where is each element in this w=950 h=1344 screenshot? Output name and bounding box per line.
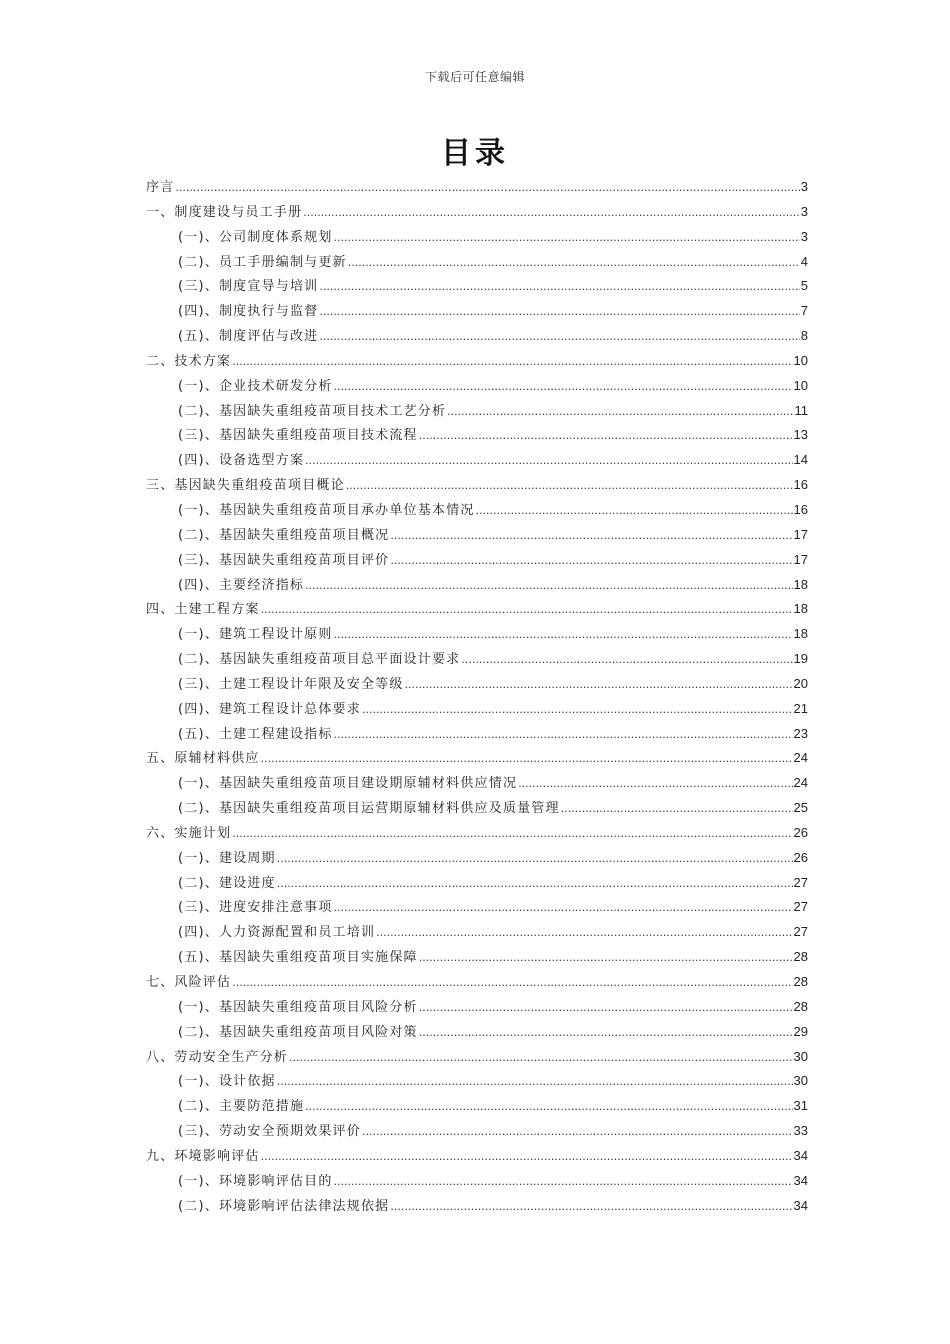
toc-entry[interactable] bbox=[146, 946, 808, 971]
toc-entry-page-number: 34 bbox=[793, 1172, 808, 1188]
toc-dot-leader bbox=[261, 752, 793, 765]
toc-entry-label: (四)、设备选型方案 bbox=[178, 453, 305, 469]
toc-entry-page-number: 3 bbox=[800, 203, 808, 219]
toc-entry[interactable] bbox=[146, 847, 808, 872]
toc-entry-page-number: 5 bbox=[800, 278, 808, 294]
toc-entry-page-number: 26 bbox=[793, 824, 808, 840]
toc-entry-page-number: 23 bbox=[793, 725, 808, 741]
toc-dot-leader bbox=[334, 231, 800, 244]
toc-dot-leader bbox=[319, 305, 799, 318]
toc-entry-label: (二)、基因缺失重组疫苗项目总平面设计要求 bbox=[178, 652, 461, 668]
toc-dot-leader bbox=[476, 504, 793, 517]
toc-dot-leader bbox=[305, 454, 792, 467]
toc-entry-page-number: 20 bbox=[793, 675, 808, 691]
toc-entry[interactable] bbox=[146, 1195, 808, 1220]
toc-dot-leader bbox=[305, 1100, 792, 1113]
toc-entry-label: (一)、建设周期 bbox=[178, 850, 276, 866]
toc-entry-page-number: 18 bbox=[793, 576, 808, 592]
toc-entry[interactable] bbox=[146, 549, 808, 574]
toc-entry[interactable] bbox=[146, 251, 808, 276]
toc-entry-label: 序言 bbox=[146, 180, 175, 195]
toc-entry-page-number: 27 bbox=[793, 899, 808, 915]
toc-entry[interactable] bbox=[146, 772, 808, 797]
toc-entry-label: (二)、建设进度 bbox=[178, 875, 276, 891]
toc-entry[interactable] bbox=[146, 723, 808, 748]
toc-dot-leader bbox=[334, 1175, 793, 1188]
toc-entry-label: (二)、员工手册编制与更新 bbox=[178, 254, 347, 270]
toc-entry-label: (一)、建筑工程设计原则 bbox=[178, 627, 333, 643]
toc-entry-page-number: 33 bbox=[793, 1123, 808, 1139]
toc-entry-page-number: 28 bbox=[793, 974, 808, 989]
toc-entry[interactable] bbox=[146, 176, 808, 201]
toc-entry-page-number: 28 bbox=[793, 998, 808, 1014]
toc-entry-label: (一)、公司制度体系规划 bbox=[178, 229, 333, 245]
toc-entry-page-number: 25 bbox=[793, 800, 808, 816]
toc-entry[interactable] bbox=[146, 375, 808, 400]
toc-entry-page-number: 8 bbox=[800, 328, 808, 344]
toc-entry[interactable] bbox=[146, 499, 808, 524]
toc-entry-label: (三)、制度宣导与培训 bbox=[178, 279, 319, 295]
toc-dot-leader bbox=[362, 703, 793, 716]
toc-entry-label: (四)、人力资源配置和员工培训 bbox=[178, 925, 376, 941]
toc-entry-label: 四、土建工程方案 bbox=[146, 602, 260, 618]
toc-entry[interactable] bbox=[146, 1145, 808, 1170]
toc-entry-label: (二)、环境影响评估法律法规依据 bbox=[178, 1198, 390, 1214]
toc-entry-page-number: 11 bbox=[794, 402, 808, 418]
toc-entry-label: (三)、劳动安全预期效果评价 bbox=[178, 1124, 361, 1140]
toc-entry-label: (五)、基因缺失重组疫苗项目实施保障 bbox=[178, 950, 418, 966]
toc-dot-leader bbox=[518, 777, 792, 790]
toc-entry-label: (四)、主要经济指标 bbox=[178, 577, 305, 593]
toc-dot-leader bbox=[390, 529, 792, 542]
toc-entry-label: (一)、基因缺失重组疫苗项目风险分析 bbox=[178, 999, 418, 1015]
toc-entry-page-number: 26 bbox=[793, 849, 808, 865]
toc-entry-page-number: 24 bbox=[793, 775, 808, 791]
toc-entry-page-number: 30 bbox=[793, 1073, 808, 1089]
toc-entry-page-number: 3 bbox=[800, 228, 808, 244]
toc-entry-page-number: 14 bbox=[793, 452, 808, 468]
toc-entry-label: 三、基因缺失重组疫苗项目概论 bbox=[146, 478, 345, 494]
toc-entry[interactable] bbox=[146, 896, 808, 921]
toc-entry[interactable] bbox=[146, 574, 808, 599]
toc-entry-page-number: 21 bbox=[793, 700, 808, 716]
toc-dot-leader bbox=[461, 653, 792, 666]
toc-entry-page-number: 17 bbox=[793, 551, 808, 567]
toc-dot-leader bbox=[419, 429, 793, 442]
toc-entry-page-number: 27 bbox=[793, 924, 808, 940]
toc-entry[interactable] bbox=[146, 698, 808, 723]
toc-dot-leader bbox=[232, 355, 792, 368]
toc-entry-label: (四)、建筑工程设计总体要求 bbox=[178, 701, 361, 717]
toc-entry-page-number: 30 bbox=[793, 1048, 808, 1064]
toc-entry[interactable] bbox=[146, 623, 808, 648]
toc-dot-leader bbox=[319, 330, 799, 343]
toc-entry-label: 五、原辅材料供应 bbox=[146, 751, 260, 767]
toc-dot-leader bbox=[447, 405, 793, 418]
toc-entry-page-number: 10 bbox=[793, 352, 808, 368]
toc-entry-page-number: 29 bbox=[793, 1023, 808, 1039]
toc-entry-label: 七、风险评估 bbox=[146, 975, 232, 990]
toc-entry[interactable] bbox=[146, 300, 808, 325]
toc-dot-leader bbox=[419, 951, 793, 964]
toc-entry-label: (二)、基因缺失重组疫苗项目技术工艺分析 bbox=[178, 403, 447, 419]
toc-entry-label: (五)、土建工程建设指标 bbox=[178, 726, 333, 742]
toc-entry[interactable] bbox=[146, 400, 808, 425]
toc-entry[interactable] bbox=[146, 921, 808, 946]
toc-entry[interactable] bbox=[146, 673, 808, 698]
toc-entry-label: (二)、主要防范措施 bbox=[178, 1099, 305, 1115]
toc-dot-leader bbox=[334, 628, 793, 641]
toc-entry-label: 八、劳动安全生产分析 bbox=[146, 1049, 289, 1065]
toc-entry[interactable] bbox=[146, 797, 808, 822]
toc-dot-leader bbox=[261, 603, 793, 616]
toc-dot-leader bbox=[175, 181, 799, 194]
toc-entry-label: (三)、基因缺失重组疫苗项目技术流程 bbox=[178, 428, 418, 444]
toc-dot-leader bbox=[277, 877, 793, 890]
toc-entry-label: (三)、土建工程设计年限及安全等级 bbox=[178, 676, 404, 692]
toc-dot-leader bbox=[390, 554, 792, 567]
toc-entry-page-number: 28 bbox=[793, 949, 808, 965]
toc-entry[interactable] bbox=[146, 996, 808, 1021]
toc-entry[interactable] bbox=[146, 226, 808, 251]
toc-entry[interactable] bbox=[146, 872, 808, 897]
toc-entry[interactable] bbox=[146, 1046, 808, 1071]
toc-dot-leader bbox=[334, 380, 793, 393]
toc-entry-page-number: 17 bbox=[793, 526, 808, 542]
toc-entry-label: 二、技术方案 bbox=[146, 353, 232, 369]
toc-dot-leader bbox=[261, 1150, 793, 1163]
toc-entry-page-number: 7 bbox=[800, 303, 808, 319]
toc-entry-label: (一)、设计依据 bbox=[178, 1074, 276, 1090]
toc-entry-label: (一)、环境影响评估目的 bbox=[178, 1173, 333, 1189]
toc-dot-leader bbox=[419, 1001, 793, 1014]
toc-entry-page-number: 18 bbox=[793, 626, 808, 642]
toc-dot-leader bbox=[561, 802, 793, 815]
table-of-contents bbox=[146, 176, 808, 1219]
toc-entry-label: (三)、进度安排注意事项 bbox=[178, 900, 333, 916]
toc-dot-leader bbox=[232, 827, 792, 840]
toc-dot-leader bbox=[362, 1125, 793, 1138]
toc-entry-label: (一)、基因缺失重组疫苗项目承办单位基本情况 bbox=[178, 502, 475, 518]
toc-dot-leader bbox=[334, 728, 793, 741]
toc-entry[interactable] bbox=[146, 524, 808, 549]
toc-entry-page-number: 4 bbox=[800, 253, 808, 269]
header-note: 下载后可任意编辑 bbox=[424, 70, 525, 84]
toc-entry[interactable] bbox=[146, 449, 808, 474]
toc-dot-leader bbox=[232, 976, 792, 989]
toc-dot-leader bbox=[405, 678, 793, 691]
toc-entry-label: (四)、制度执行与监督 bbox=[178, 304, 319, 320]
toc-dot-leader bbox=[390, 1200, 792, 1213]
toc-entry-label: 一、制度建设与员工手册 bbox=[146, 204, 303, 220]
page-title: 目录 bbox=[441, 136, 509, 171]
toc-entry[interactable] bbox=[146, 275, 808, 300]
toc-dot-leader bbox=[303, 206, 800, 219]
toc-entry[interactable] bbox=[146, 598, 808, 623]
toc-entry-label: 六、实施计划 bbox=[146, 825, 232, 841]
toc-entry-page-number: 34 bbox=[793, 1197, 808, 1213]
toc-dot-leader bbox=[348, 256, 800, 269]
toc-entry-label: (二)、基因缺失重组疫苗项目运营期原辅材料供应及质量管理 bbox=[178, 801, 560, 817]
toc-entry[interactable] bbox=[146, 350, 808, 375]
toc-entry-page-number: 18 bbox=[793, 601, 808, 617]
toc-entry[interactable] bbox=[146, 648, 808, 673]
toc-dot-leader bbox=[419, 1026, 793, 1039]
toc-entry-page-number: 19 bbox=[793, 651, 808, 667]
toc-dot-leader bbox=[376, 926, 792, 939]
toc-entry-label: (二)、基因缺失重组疫苗项目风险对策 bbox=[178, 1024, 418, 1040]
toc-entry-page-number: 10 bbox=[793, 377, 808, 393]
toc-entry[interactable] bbox=[146, 822, 808, 847]
toc-dot-leader bbox=[346, 479, 793, 492]
toc-entry-label: (五)、制度评估与改进 bbox=[178, 329, 319, 345]
toc-entry[interactable] bbox=[146, 1021, 808, 1046]
toc-entry-page-number: 13 bbox=[793, 427, 808, 443]
toc-entry-page-number: 3 bbox=[800, 179, 808, 194]
toc-entry[interactable] bbox=[146, 325, 808, 350]
toc-entry[interactable] bbox=[146, 747, 808, 772]
toc-entry-label: (三)、基因缺失重组疫苗项目评价 bbox=[178, 552, 390, 568]
toc-dot-leader bbox=[277, 1075, 793, 1088]
toc-entry-page-number: 16 bbox=[793, 501, 808, 517]
toc-dot-leader bbox=[319, 280, 799, 293]
toc-entry-page-number: 24 bbox=[793, 750, 808, 766]
toc-entry[interactable] bbox=[146, 1170, 808, 1195]
toc-entry[interactable] bbox=[146, 424, 808, 449]
toc-entry-label: (一)、企业技术研发分析 bbox=[178, 378, 333, 394]
toc-dot-leader bbox=[289, 1051, 793, 1064]
toc-entry[interactable] bbox=[146, 1070, 808, 1095]
toc-entry[interactable] bbox=[146, 1095, 808, 1120]
toc-entry-page-number: 31 bbox=[793, 1098, 808, 1114]
toc-entry[interactable] bbox=[146, 201, 808, 226]
toc-dot-leader bbox=[305, 579, 792, 592]
toc-entry-label: 九、环境影响评估 bbox=[146, 1148, 260, 1164]
toc-entry-page-number: 16 bbox=[793, 477, 808, 493]
toc-entry-label: (一)、基因缺失重组疫苗项目建设期原辅材料供应情况 bbox=[178, 776, 518, 792]
toc-entry[interactable] bbox=[146, 474, 808, 499]
toc-entry-label: (二)、基因缺失重组疫苗项目概况 bbox=[178, 527, 390, 543]
toc-dot-leader bbox=[334, 901, 793, 914]
toc-entry[interactable] bbox=[146, 1120, 808, 1145]
toc-entry[interactable] bbox=[146, 971, 808, 996]
toc-entry-page-number: 27 bbox=[793, 874, 808, 890]
toc-entry-page-number: 34 bbox=[793, 1147, 808, 1163]
toc-dot-leader bbox=[277, 852, 793, 865]
